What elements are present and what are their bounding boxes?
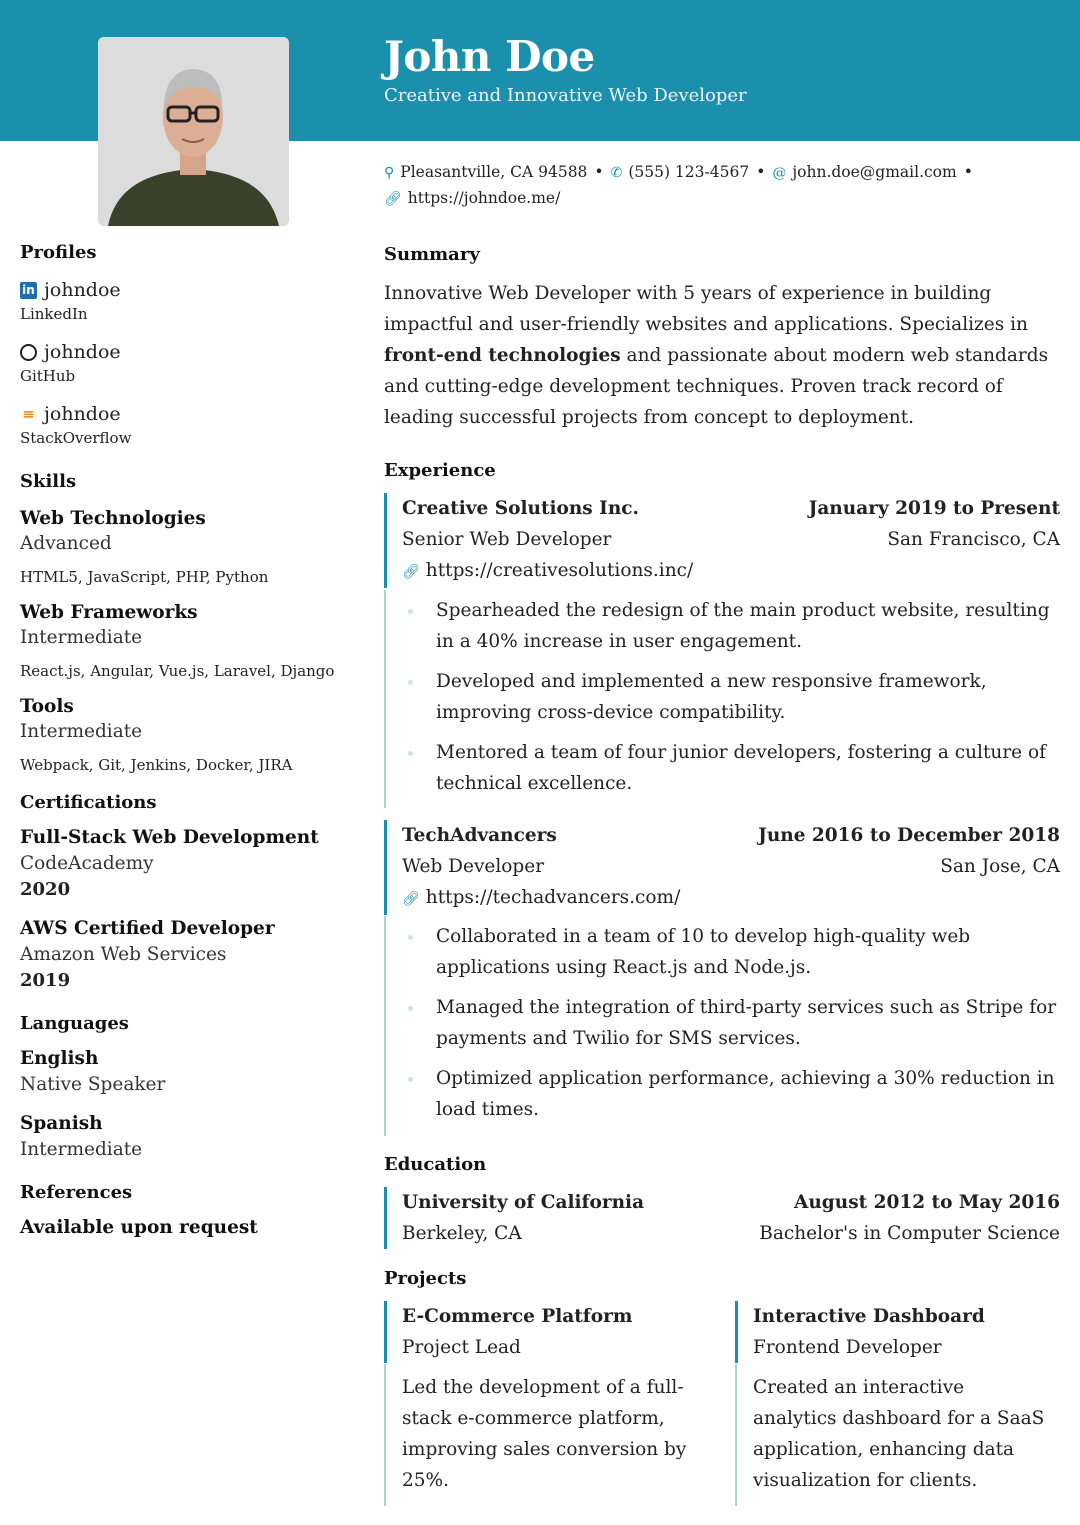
section-title-projects: Projects [384,1268,467,1289]
at-icon: @ [772,165,787,181]
experience-highlights [408,595,1058,808]
list-item: Optimized application performance, achieving a 30% reduction in load times. [408,1063,1058,1125]
certification-item: Full-Stack Web Development CodeAcademy 2020 [20,827,319,900]
profile-photo [98,37,289,226]
contact-location: ⚲ Pleasantville, CA 94588 [384,163,588,181]
profile-linkedin[interactable]: in johndoe LinkedIn [20,279,121,323]
experience-entry [384,493,1060,588]
profile-github[interactable]: johndoe GitHub [20,341,121,385]
degree: Bachelor's in Computer Science [759,1223,1060,1244]
institution-name: University of California [402,1192,645,1213]
certification-item: AWS Certified Developer Amazon Web Services 2019 [20,918,275,991]
summary-text: Innovative Web Developer with 5 years of experience in building impactful and user-friendly websites and applications. Specializes in front-end technologies and passionate about modern web standards and cutting-edge development techniques. Proven track record of leading successful projects from concept to deployment. [384,283,1049,428]
phone-icon: ✆ [610,165,623,181]
location: San Jose, CA [940,856,1060,877]
section-title-profiles: Profiles [20,242,97,263]
location: Berkeley, CA [402,1223,522,1244]
date-range: June 2016 to December 2018 [758,825,1060,846]
contact-website[interactable]: 🔗︎ https://johndoe.me/ [384,189,561,207]
link-icon: 🔗︎ [402,891,420,907]
location: San Francisco, CA [887,529,1060,550]
company-link[interactable]: 🔗︎ https://techadvancers.com/ [402,887,681,908]
company-link[interactable]: 🔗︎ https://creativesolutions.inc/ [402,560,694,581]
skill-item: Web Frameworks Intermediate React.js, Angular, Vue.js, Laravel, Django [20,602,335,680]
left-column [20,242,350,1238]
map-pin-icon: ⚲ [384,165,395,181]
project-entry [735,1301,1065,1363]
entry-rule [384,1364,386,1506]
section-title-summary: Summary [384,244,480,265]
skill-item: Tools Intermediate Webpack, Git, Jenkins, Docker, JIRA [20,696,293,774]
position: Web Developer [402,856,545,877]
link-icon: 🔗︎ [384,191,402,207]
date-range: January 2019 to Present [808,498,1060,519]
list-item: Managed the integration of third-party services such as Stripe for payments and Twilio for SMS services. [408,992,1058,1054]
list-item: Mentored a team of four junior developers, fostering a culture of technical excellence. [408,737,1058,799]
contact-email[interactable]: @ john.doe@gmail.com [772,163,957,181]
company-name: Creative Solutions Inc. [402,498,639,519]
language-item: Spanish Intermediate [20,1113,143,1160]
project-name: Interactive Dashboard [753,1306,985,1327]
language-item: English Native Speaker [20,1048,166,1095]
section-title-education: Education [384,1154,487,1175]
stackoverflow-icon: ≡ [22,404,35,423]
skill-item: Web Technologies Advanced HTML5, JavaScript, PHP, Python [20,508,269,586]
section-title-languages: Languages [20,1013,129,1034]
project-name: E-Commerce Platform [402,1306,633,1327]
date-range: August 2012 to May 2016 [794,1192,1060,1213]
references-text: Available upon request [20,1217,258,1238]
project-role: Project Lead [402,1337,521,1358]
separator-dot: • [594,163,604,181]
entry-rule [384,590,386,808]
experience-entry [384,820,1060,915]
project-role: Frontend Developer [753,1337,942,1358]
entry-rule [384,916,386,1136]
section-title-experience: Experience [384,460,496,481]
resume-headline: Creative and Innovative Web Developer [384,85,747,106]
linkedin-icon: in [20,282,37,299]
section-title-references: References [20,1182,133,1203]
position: Senior Web Developer [402,529,612,550]
section-title-certifications: Certifications [20,792,157,813]
profile-stackoverflow[interactable]: ≡ johndoe StackOverflow [20,403,132,447]
project-entry [384,1301,714,1363]
experience-highlights [408,921,1058,1134]
section-title-skills: Skills [20,471,77,492]
education-entry [384,1187,1060,1249]
github-icon [20,344,37,361]
contact-info [384,160,1064,212]
list-item: Spearheaded the redesign of the main product website, resulting in a 40% increase in user engagement. [408,595,1058,657]
company-name: TechAdvancers [402,825,557,846]
separator-dot: • [756,163,766,181]
project-description: Led the development of a full-stack e-commerce platform, improving sales conversion by 25%. [402,1377,687,1491]
separator-dot: • [963,163,973,181]
person-portrait-icon [98,37,289,226]
list-item: Developed and implemented a new responsive framework, improving cross-device compatibility. [408,666,1058,728]
list-item: Collaborated in a team of 10 to develop high-quality web applications using React.js and Node.js. [408,921,1058,983]
link-icon: 🔗︎ [402,564,420,580]
resume-name: John Doe [384,32,595,81]
entry-rule [735,1364,737,1506]
project-description: Created an interactive analytics dashboard for a SaaS application, enhancing data visualization for clients. [753,1377,1045,1491]
contact-phone[interactable]: ✆ (555) 123-4567 [610,163,750,181]
